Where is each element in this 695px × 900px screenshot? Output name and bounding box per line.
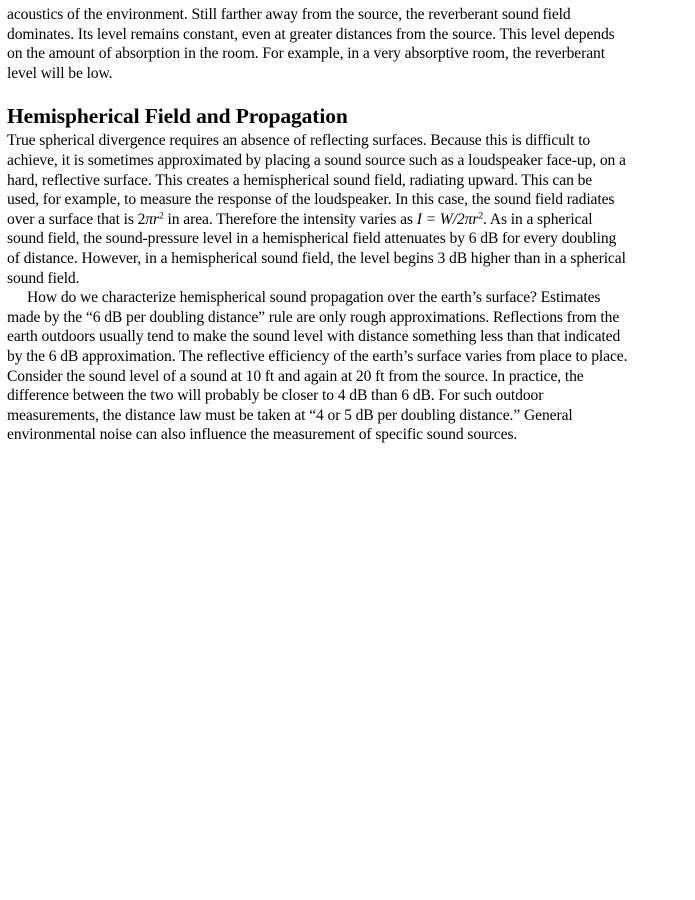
text-line: hard, reflective surface. This creates a hemispherical sound field, radiating upward. This can be bbox=[7, 171, 593, 189]
text-line: by the 6 dB approximation. The reflective efficiency of the earth’s surface varies from place to place. bbox=[7, 347, 628, 365]
text-line: level will be low. bbox=[7, 64, 113, 82]
text-line: dominates. Its level remains constant, even at greater distances from the source. This level depends bbox=[7, 25, 615, 43]
text-line: made by the “6 dB per doubling distance” rule are only rough approximations. Reflections from the bbox=[7, 308, 620, 326]
text-line: True spherical divergence requires an absence of reflecting surfaces. Because this is difficult to bbox=[7, 132, 591, 150]
text-line: sound field. bbox=[7, 269, 80, 287]
hemispherical-paragraph bbox=[7, 131, 690, 288]
text-line: acoustics of the environment. Still farther away from the source, the reverberant sound field bbox=[7, 6, 571, 23]
formula-line bbox=[7, 210, 690, 230]
text-fragment: . As in a spherical bbox=[483, 210, 593, 228]
text-line: environmental noise can also influence the measurement of specific sound sources. bbox=[7, 426, 518, 444]
text-line: sound field, the sound-pressure level in a hemispherical field attenuates by 6 dB for every doubling bbox=[7, 230, 617, 248]
exponent: 2 bbox=[159, 210, 164, 222]
text-line: of distance. However, in a hemispherical sound field, the level begins 3 dB higher than in a spherical bbox=[7, 249, 626, 267]
text-line: difference between the two will probably be closer to 4 dB than 6 dB. For such outdoor bbox=[7, 387, 544, 405]
propagation-paragraph bbox=[7, 288, 690, 445]
text-fragment: in area. Therefore the intensity varies as bbox=[163, 210, 417, 228]
text-line: used, for example, to measure the response of the loudspeaker. In this case, the sound field radiates bbox=[7, 191, 615, 209]
exponent: 2 bbox=[478, 210, 484, 222]
intensity-formula: I = W/2πr bbox=[416, 210, 479, 228]
text-line: on the amount of absorption in the room. For example, in a very absorptive room, the reverberant bbox=[7, 45, 605, 63]
text-line: How do we characterize hemispherical sound propagation over the earth’s surface? Estimates bbox=[27, 289, 601, 307]
section-heading: Hemispherical Field and Propagation bbox=[7, 104, 348, 129]
area-expression: πr bbox=[145, 210, 160, 228]
document-page bbox=[7, 5, 690, 445]
text-line: achieve, it is sometimes approximated by placing a sound source such as a loudspeaker face-up, on a bbox=[7, 151, 626, 169]
intro-paragraph bbox=[7, 5, 690, 83]
text-line: earth outdoors usually tend to make the sound level with distance something less than that indicated bbox=[7, 328, 621, 346]
text-fragment: over a surface that is 2 bbox=[7, 210, 146, 228]
text-line: Consider the sound level of a sound at 10 ft and again at 20 ft from the source. In practice, the bbox=[7, 367, 584, 385]
text-line: measurements, the distance law must be taken at “4 or 5 dB per doubling distance.” General bbox=[7, 406, 573, 424]
